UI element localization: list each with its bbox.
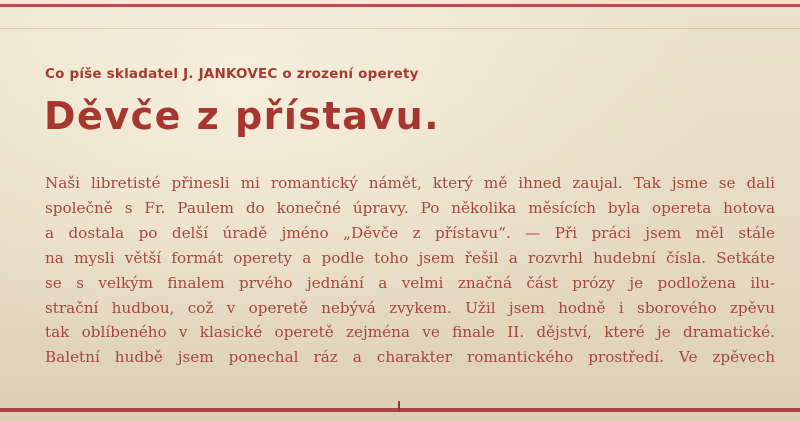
body-line: společně s Fr. Paulem do konečné úpravy. Po několika měsících byla opereta hotova [45,198,775,217]
article-kicker: Co píše skladatel J. JANKOVEC o zrození operety [45,66,419,82]
body-line: a dostala po delší úradě jméno „Děvče z přístavu“. — Při práci jsem měl stále [45,223,775,242]
body-line: strační hudbou, což v operetě nebývá zvykem. Užil jsem hodně i sborového zpěvu [45,298,775,317]
body-line: Naši libretisté přinesli mi romantický námět, který mě ihned zaujal. Tak jsme se dali [45,174,775,192]
body-line: na mysli větší formát operety a podle toho jsem řešil a rozvrhl hudební čísla. Setkáte [45,248,775,267]
column-divider-tick [398,401,400,412]
body-line: tak oblíbeného v klasické operetě zejména ve finale II. dějství, které je dramatické. [45,323,775,342]
paper-fold-line [0,28,800,29]
body-line: Baletní hudbě jsem ponechal ráz a charakter romantického prostředí. Ve zpěvech [45,348,775,367]
article-title: Děvče z přístavu. [44,94,441,138]
top-rule [0,4,800,7]
article-body [45,171,775,370]
body-line: se s velkým finalem prvého jednání a velmi značná část prózy je podložena ilu- [45,273,775,292]
bottom-rule [0,408,800,412]
